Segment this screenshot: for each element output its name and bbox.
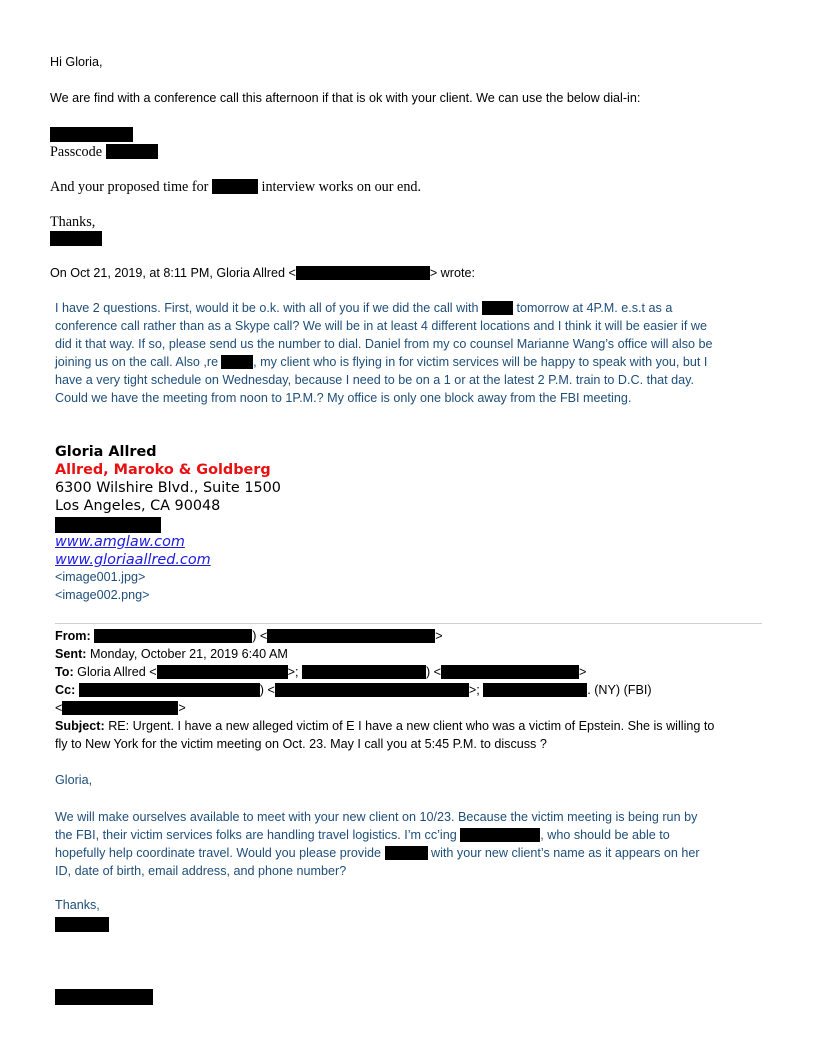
quote1-line: have a very tight schedule on Wednesday, because I need to be on a 1 or at the latest 2 P.M. train to D.C. that day. (55, 373, 694, 387)
attachment-image001: <image001.jpg> (55, 570, 146, 584)
quote2-line3-pre: hopefully help coordinate travel. Would you please provide (55, 846, 382, 860)
greeting: Hi Gloria, (50, 55, 103, 69)
redacted-email (157, 665, 288, 679)
quote2-line (55, 844, 700, 862)
header-divider (55, 623, 762, 624)
proposed-time-pre: And your proposed time for (50, 179, 209, 195)
quote1-line: did it that way. If so, please send us the number to dial. Daniel from my co counsel Marianne Wang’s office will also be (55, 337, 713, 351)
sent-value: Monday, October 21, 2019 6:40 AM (89, 647, 288, 661)
quote2-line2-post: , who should be able to (540, 828, 670, 842)
redacted-from-email (267, 629, 435, 643)
subject-label: Subject: (55, 719, 105, 733)
proposed-time-post: interview works on our end. (261, 179, 422, 195)
subject-text-2: fly to New York for the victim meeting on Oct. 23. May I call you at 5:45 P.M. to discuss ? (55, 737, 547, 751)
cc-suffix: . (NY) (FBI) (587, 683, 652, 697)
redacted-email (441, 665, 579, 679)
subject-text-1: RE: Urgent. I have a new alleged victim of E I have a new client who was a victim of Epstein. She is willing to (108, 719, 715, 733)
redacted-signature (55, 989, 153, 1005)
to-label: To: (55, 665, 74, 679)
redacted-name (482, 301, 513, 315)
quote1-line: Could we have the meeting from noon to 1P.M.? My office is only one block away from the FBI meeting. (55, 391, 632, 405)
redacted-name (483, 683, 587, 697)
signature-address2: Los Angeles, CA 90048 (55, 498, 221, 514)
from-label: From: (55, 629, 91, 643)
redacted-phone (55, 517, 161, 533)
quote2-line3-post: with your new client’s name as it appears on her (431, 846, 700, 860)
redacted-from-name (94, 629, 252, 643)
passcode-label: Passcode (50, 144, 103, 160)
redacted-email (62, 701, 178, 715)
from-line: From: ) < > (55, 629, 443, 643)
redacted-email (296, 266, 430, 280)
signature-link-gloriaallred[interactable]: www.gloriaallred.com (55, 552, 211, 568)
redacted-passcode (106, 144, 158, 159)
quote2-line (55, 826, 670, 844)
quote2-line2-pre: the FBI, their victim services folks are handling travel logistics. I’m cc’ing (55, 828, 457, 842)
to-value: Gloria Allred < (77, 665, 157, 679)
quote1-header-pre: On Oct 21, 2019, at 8:11 PM, Gloria Allred < (50, 266, 296, 280)
signature-firm: Allred, Maroko & Goldberg (55, 462, 271, 478)
sent-label: Sent: (55, 647, 87, 661)
attachment-image002: <image002.png> (55, 588, 150, 602)
reply-closing: Thanks, (50, 214, 96, 230)
redacted-email (275, 683, 469, 697)
redacted-name (212, 179, 258, 194)
quote2-closing: Thanks, (55, 898, 100, 912)
signature-address1: 6300 Wilshire Blvd., Suite 1500 (55, 480, 281, 496)
cc-line-cont: < > (55, 701, 186, 715)
cc-label: Cc: (55, 683, 76, 697)
quote1-line (55, 299, 672, 317)
quote2-greeting: Gloria, (55, 773, 93, 787)
proposed-time-line (50, 179, 421, 196)
quote1-line: conference call rather than as a Skype call? We will be in at least 4 different locations and I think it will be easier if we (55, 319, 707, 333)
subject-line (55, 719, 714, 733)
quote1-line1-pre: I have 2 questions. First, would it be o.k. with all of you if we did the call with (55, 301, 479, 315)
redacted-name (460, 828, 540, 842)
redacted-name (221, 355, 253, 369)
cc-line: Cc: ) < >; . (NY) (FBI) (55, 683, 652, 697)
redacted-sender (50, 231, 102, 246)
quote1-line1-post: tomorrow at 4P.M. e.s.t as a (516, 301, 673, 315)
passcode-line (50, 144, 158, 161)
redacted-name (302, 665, 426, 679)
quote2-line: ID, date of birth, email address, and phone number? (55, 864, 347, 878)
redacted-name (79, 683, 260, 697)
redacted-dial-in (50, 127, 133, 142)
quote2-line: We will make ourselves available to meet with your new client on 10/23. Because the victim meeting is being run by (55, 810, 698, 824)
quote1-line (55, 353, 707, 371)
redacted-name (385, 846, 428, 860)
redacted-sender (55, 917, 109, 932)
quote1-header-post: > wrote: (429, 266, 475, 280)
quote1-line4-pre: joining us on the call. Also ,re (55, 355, 219, 369)
sent-line (55, 647, 288, 661)
quote1-line4-post: , my client who is flying in for victim services will be happy to speak with you, but I (253, 355, 708, 369)
signature-link-amglaw[interactable]: www.amglaw.com (55, 534, 185, 550)
signature-name: Gloria Allred (55, 444, 157, 460)
quote1-header (50, 266, 475, 280)
to-line: To: Gloria Allred < >; ) < > (55, 665, 587, 679)
reply-body: We are find with a conference call this afternoon if that is ok with your client. We can use the below dial-in: (50, 91, 641, 105)
